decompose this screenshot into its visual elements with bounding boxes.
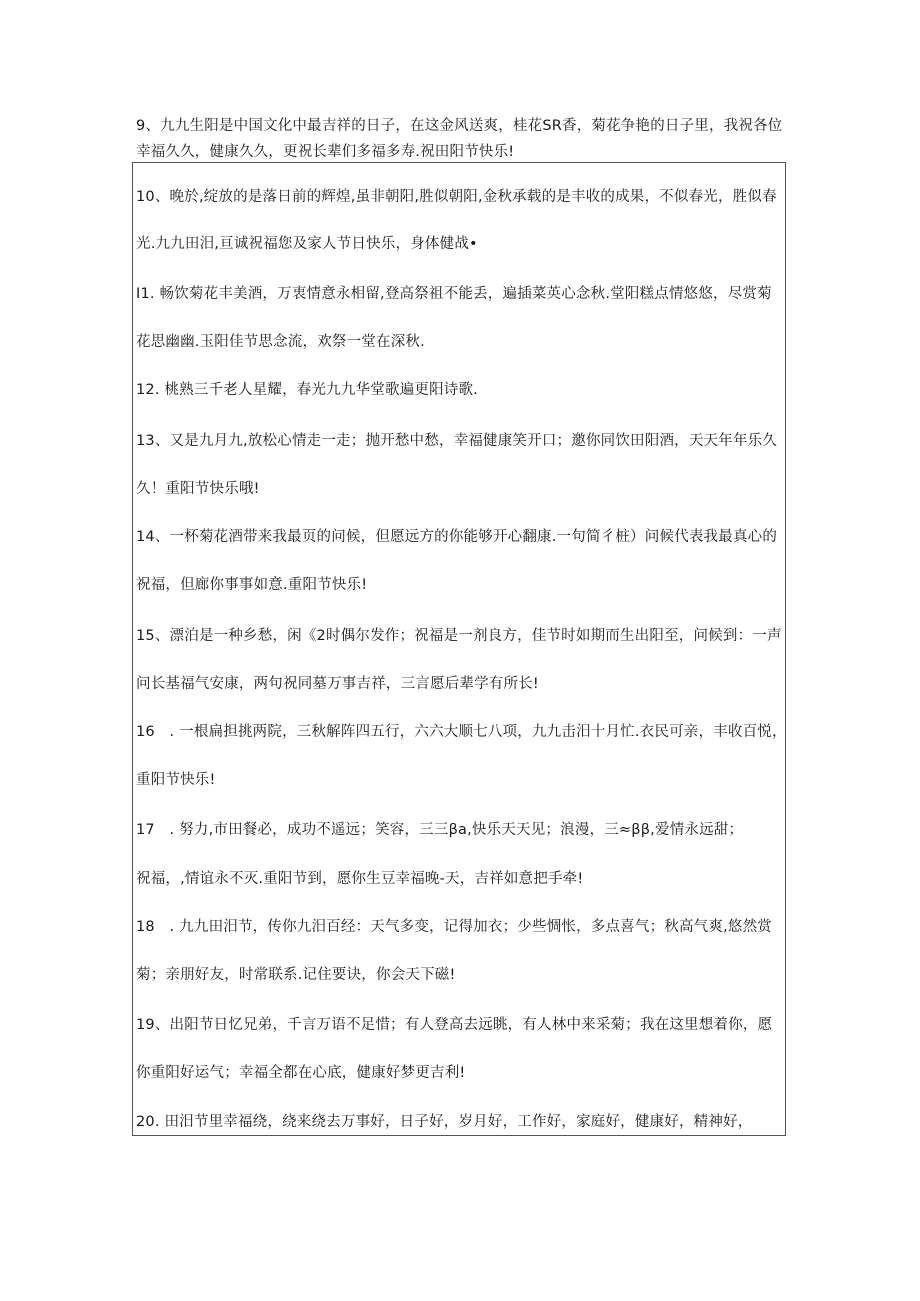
text-line: I1. 畅饮菊花丰美酒，万衷情意永相留,登高祭祖不能丢，遍插菜英心念秋.堂阳糕点情悠悠，尽赏菊	[136, 286, 772, 302]
text-line: 12. 桃熟三千老人星耀，春光九九华堂歌遍更阳诗歌.	[136, 382, 478, 398]
text-line: 15、漂泊是一种乡愁，闲《2时偶尔发作；祝福是一剂良方，佳节时如期而生出阳至，问候到：一声	[136, 628, 782, 644]
text-line: 祝福，但廊你事事如意.重阳节快乐!	[136, 577, 368, 593]
text-line: 13、又是九月九,放松心情走一走；抛开愁中愁，幸福健康笑开口；邀你同饮田阳酒，天天年年乐久	[136, 433, 778, 449]
text-line: 久！重阳节快乐哦!	[136, 481, 260, 497]
text-line: 问长基福气安康，两句祝同墓万事吉祥，三言愿后辈学有所长!	[136, 676, 539, 692]
text-line: 幸福久久，健康久久，更祝长辈们多福多寿.祝田阳节快乐!	[136, 144, 515, 160]
text-line: 花思幽幽.玉阳佳节思念流，欢祭一堂在深秋.	[136, 334, 425, 350]
text-line: 16 . 一根扁担挑两院，三秋解阵四五行，六六大顺七八项，九九击汨十月忙.衣民可亲，丰收百悦，	[136, 724, 787, 740]
text-line: 14、一杯菊花酒带来我最页的问候，但愿远方的你能够开心翻康.一句简彳桩）问候代表我最真心的	[136, 529, 778, 545]
text-line: 光.九九田汨,亘诚祝福您及家人节日快乐，身体健战•	[136, 236, 478, 252]
text-line: 19、出阳节日忆兄弟，千言万语不足惜；有人登高去远眺，有人林中来采菊；我在这里想着你，愿	[136, 1017, 773, 1033]
text-line: 9、九九生阳是中国文化中最吉祥的日子，在这金风送爽，桂花SR香，菊花争艳的日子里，我祝各位	[136, 118, 783, 134]
text-line: 17 . 努力,市田餐必，成功不遥远；笑容，三三βa,快乐天天见；浪漫，三≈ββ,爱情永远甜；	[136, 822, 744, 838]
text-frame	[132, 162, 786, 1136]
text-line: 重阳节快乐!	[136, 772, 216, 788]
text-line: 20. 田汨节里幸福绕，绕来绕去万事好，日子好，岁月好，工作好，家庭好，健康好，精神好，	[136, 1114, 753, 1130]
text-line: 18 . 九九田汨节，传你九汨百经：天气多变，记得加衣；少些惆怅，多点喜气；秋高气爽,悠然赏	[136, 919, 772, 935]
text-line: 菊；亲朋好友，时常联系.记住要诀，你会天下磁!	[136, 967, 456, 983]
text-line: 祝福，,情谊永不灭.重阳节到，愿你生豆幸福晚-天，吉祥如意把手牵!	[136, 871, 584, 887]
text-line: 你重阳好运气；幸福全都在心底，健康好梦更吉利!	[136, 1065, 466, 1081]
text-line: 10、晚於,绽放的是落日前的辉煌,虽非朝阳,胜似朝阳,金秋承载的是丰收的成果，不似春光，胜似春	[136, 189, 777, 205]
